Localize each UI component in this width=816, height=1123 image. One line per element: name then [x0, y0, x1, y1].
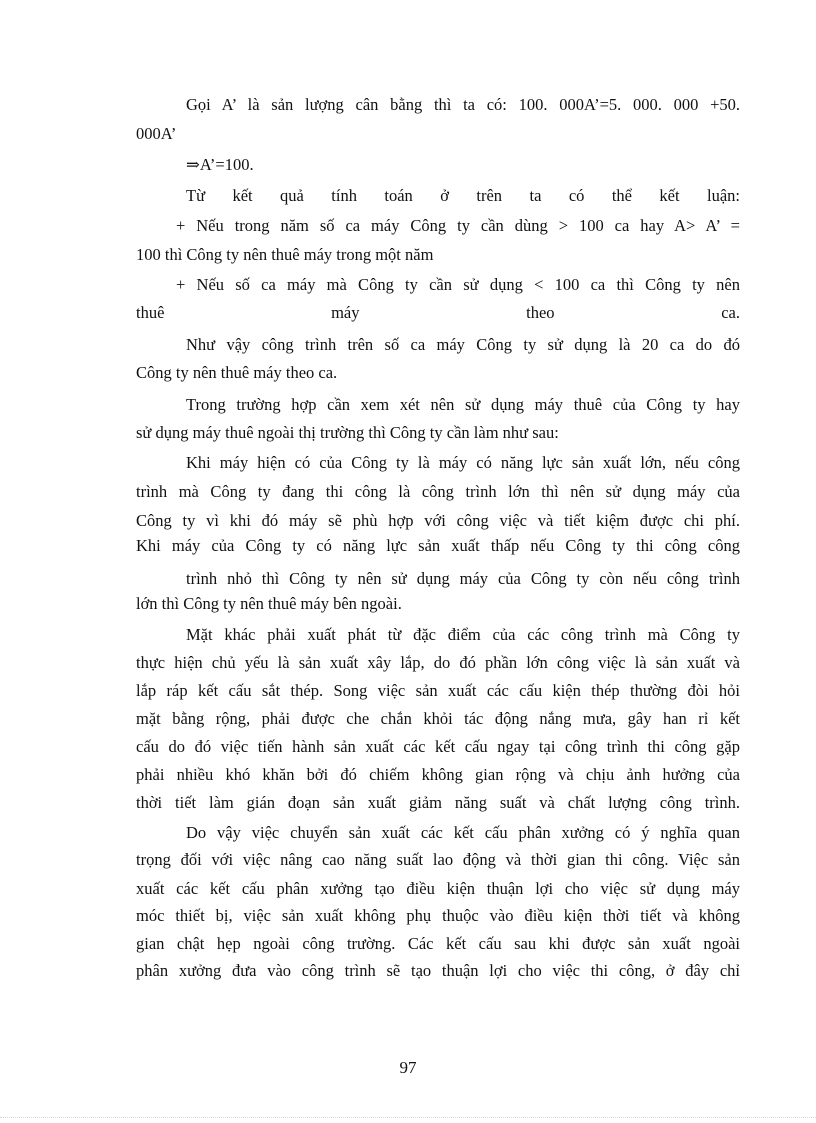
text-line: Do vậy việc chuyển sản xuất các kết cấu phân xưởng có ý nghĩa quan [186, 823, 740, 842]
text-line: phải nhiều khó khăn bởi đó chiếm không gian rộng và chịu ảnh hưởng của [136, 765, 740, 784]
text-line: lớn thì Công ty nên thuê máy bên ngoài. [136, 594, 402, 613]
text-line: mặt bằng rộng, phải được che chắn khỏi tác động nắng mưa, gây han rỉ kết [136, 709, 740, 728]
text-line: thuê máy theo ca. [136, 303, 740, 322]
text-line: Trong trường hợp cần xem xét nên sử dụng máy thuê của Công ty hay [186, 395, 740, 414]
text-line: thực hiện chủ yếu là sản xuất xây lắp, do đó phần lớn công việc là sản xuất và [136, 653, 740, 672]
text-line: sử dụng máy thuê ngoài thị trường thì Công ty cần làm như sau: [136, 423, 559, 442]
text-line: Từ kết quả tính toán ở trên ta có thể kết luận: [186, 186, 740, 205]
text-line: Khi máy của Công ty có năng lực sản xuất thấp nếu Công ty thi công công [136, 536, 740, 555]
text-line: trình nhỏ thì Công ty nên sử dụng máy của Công ty còn nếu công trình [186, 569, 740, 588]
text-line: + Nếu số ca máy mà Công ty cần sử dụng < 100 ca thì Công ty nên [176, 275, 740, 294]
text-line: Gọi A’ là sản lượng cân bằng thì ta có: 100. 000A’=5. 000. 000 +50. [186, 95, 740, 114]
text-line: ⇒A’=100. [186, 155, 254, 174]
text-line: Như vậy công trình trên số ca máy Công ty sử dụng là 20 ca do đó [186, 335, 740, 354]
text-line: Khi máy hiện có của Công ty là máy có năng lực sản xuất lớn, nếu công [186, 453, 740, 472]
text-line: 000A’ [136, 124, 177, 143]
text-line: Công ty nên thuê máy theo ca. [136, 363, 338, 382]
text-line: 100 thì Công ty nên thuê máy trong một năm [136, 245, 434, 264]
text-line: + Nếu trong năm số ca máy Công ty cần dùng > 100 ca hay A> A’ = [176, 216, 740, 235]
text-line: móc thiết bị, việc sản xuất không phụ thuộc vào điều kiện thời tiết và không [136, 906, 740, 925]
text-line: trọng đối với việc nâng cao năng suất lao động và thời gian thi công. Việc sản [136, 850, 740, 869]
text-line: lắp ráp kết cấu sắt thép. Song việc sản xuất các cấu kiện thép thường đòi hỏi [136, 681, 740, 700]
page-bottom-divider [0, 1117, 816, 1118]
text-line: xuất các kết cấu phân xưởng tạo điều kiện thuận lợi cho việc sử dụng máy [136, 879, 740, 898]
text-line: phân xưởng đưa vào công trình sẽ tạo thuận lợi cho việc thi công, ở đây chỉ [136, 961, 740, 980]
text-line: Công ty vì khi đó máy sẽ phù hợp với công việc và tiết kiệm được chi phí. [136, 511, 740, 530]
page-number: 97 [399, 1058, 417, 1077]
text-line: thời tiết làm gián đoạn sản xuất giảm năng suất và chất lượng công trình. [136, 793, 740, 812]
text-line: Mặt khác phải xuất phát từ đặc điểm của các công trình mà Công ty [186, 625, 740, 644]
text-line: gian chật hẹp ngoài công trường. Các kết cấu sau khi được sản xuất ngoài [136, 934, 740, 953]
text-line: cấu do đó việc tiến hành sản xuất các kết cấu ngay tại công trình thi công gặp [136, 737, 740, 756]
text-line: trình mà Công ty đang thi công là công trình lớn thì nên sử dụng máy của [136, 482, 740, 501]
